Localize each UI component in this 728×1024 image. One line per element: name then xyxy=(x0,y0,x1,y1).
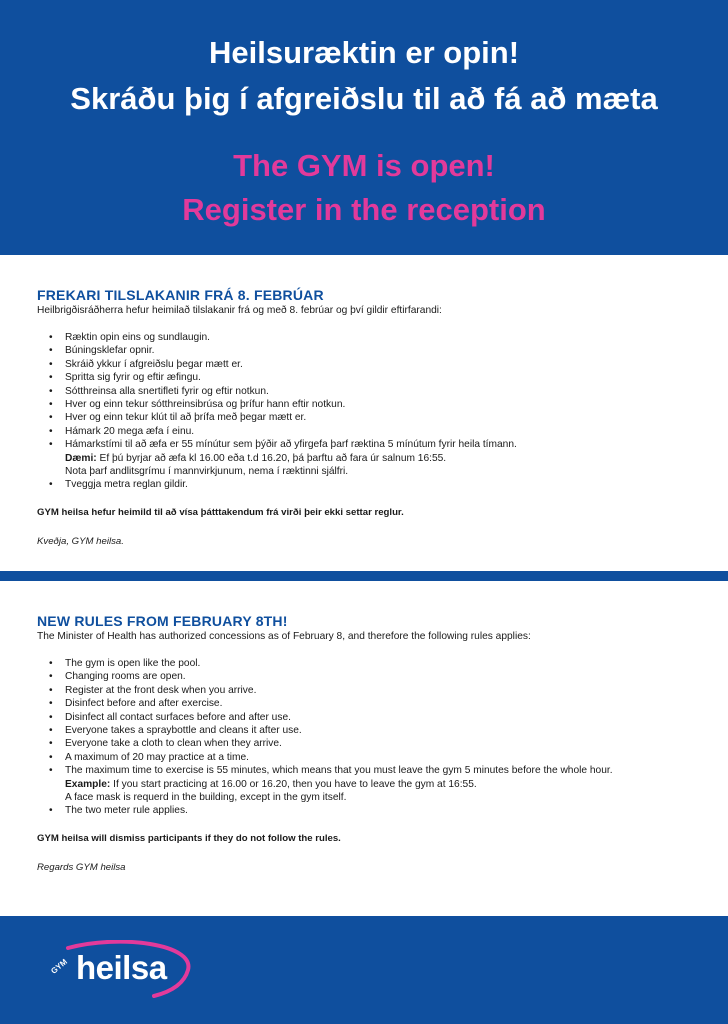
list-item: • Tveggja metra reglan gildir. xyxy=(37,478,692,491)
english-title: NEW RULES FROM FEBRUARY 8TH! xyxy=(37,613,288,629)
mask-line: A face mask is requerd in the building, except in the gym itself. xyxy=(65,792,347,804)
list-item: • Spritta sig fyrir og eftir æfingu. xyxy=(37,371,692,384)
example-text: If you start practicing at 16.00 or 16.20, then you have to leave the gym at 16:55. xyxy=(110,778,477,790)
icelandic-title: FREKARI TILSLAKANIR FRÁ 8. FEBRÚAR xyxy=(37,287,324,303)
list-item: • Changing rooms are open. xyxy=(37,670,692,683)
logo-heilsa-label: heilsa xyxy=(76,949,167,986)
header-icelandic-line-2: Skráðu þig í afgreiðslu til að fá að mæta xyxy=(70,81,658,116)
list-item: • Ræktin opin eins og sundlaugin. xyxy=(37,331,692,344)
icelandic-rules-list xyxy=(37,331,692,492)
english-intro: The Minister of Health has authorized concessions as of February 8, and therefore the following rules applies: xyxy=(37,631,531,642)
list-item: • Disinfect before and after exercise. xyxy=(37,697,692,710)
english-warning: GYM heilsa will dismiss participants if they do not follow the rules. xyxy=(37,832,341,844)
example-text: Ef þú byrjar að æfa kl 16.00 eða t.d 16.20, þá þarftu að fara úr salnum 16:55. xyxy=(96,452,447,464)
english-regards: Regards GYM heilsa xyxy=(37,861,126,873)
mask-line: Nota þarf andlitsgrímu í mannvirkjunum, nema í ræktinni sjálfri. xyxy=(65,466,349,478)
english-section xyxy=(37,613,692,874)
list-item: • Hámark 20 mega æfa í einu. xyxy=(37,425,692,438)
icelandic-intro: Heilbrigðisráðherra hefur heimilað tilslakanir frá og með 8. febrúar og því gildir eftirfarandi: xyxy=(37,305,442,316)
list-item: • Everyone take a cloth to clean when they arrive. xyxy=(37,737,692,750)
list-item: • Búningsklefar opnir. xyxy=(37,344,692,357)
icelandic-regards: Kveðja, GYM heilsa. xyxy=(37,535,124,547)
list-item: • Register at the front desk when you arrive. xyxy=(37,684,692,697)
list-item: • Everyone takes a spraybottle and cleans it after use. xyxy=(37,724,692,737)
list-item: • Hver og einn tekur sótthreinsibrúsa og þrífur hann eftir notkun. xyxy=(37,398,692,411)
list-item: • Hver og einn tekur klút til að þrífa með þegar mætt er. xyxy=(37,411,692,424)
header-banner xyxy=(0,0,728,255)
list-item: • The gym is open like the pool. xyxy=(37,657,692,670)
example-label: Example: xyxy=(65,778,111,790)
logo-gym-label: GYM xyxy=(49,957,69,976)
list-item: • A maximum of 20 may practice at a time. xyxy=(37,751,692,764)
header-english-line-2: Register in the reception xyxy=(182,192,546,227)
icelandic-warning: GYM heilsa hefur heimild til að vísa þátttakendum frá virði þeir ekki settar reglur. xyxy=(37,506,404,518)
list-item: • Disinfect all contact surfaces before and after use. xyxy=(37,711,692,724)
example-label: Dæmi: xyxy=(65,452,97,464)
list-item: • Hámarkstími til að æfa er 55 mínútur sem þýðir að yfirgefa þarf ræktina 5 mínútum fyrir heila tímann. xyxy=(37,438,692,451)
header-icelandic-line-1: Heilsuræktin er opin! xyxy=(208,35,520,70)
gym-heilsa-logo xyxy=(50,940,200,1000)
section-divider xyxy=(0,571,728,581)
list-item: • Sótthreinsa alla snertifleti fyrir og eftir notkun. xyxy=(37,385,692,398)
list-item: • Skráið ykkur í afgreiðslu þegar mætt er. xyxy=(37,358,692,371)
list-item: • The maximum time to exercise is 55 minutes, which means that you must leave the gym 5 minutes before the whole hour. xyxy=(37,764,692,777)
header-english-line-1: The GYM is open! xyxy=(233,148,495,183)
icelandic-section xyxy=(37,287,692,548)
english-rules-list xyxy=(37,657,692,818)
example-line xyxy=(37,452,692,465)
example-line xyxy=(37,778,692,791)
list-item: • The two meter rule applies. xyxy=(37,804,692,817)
